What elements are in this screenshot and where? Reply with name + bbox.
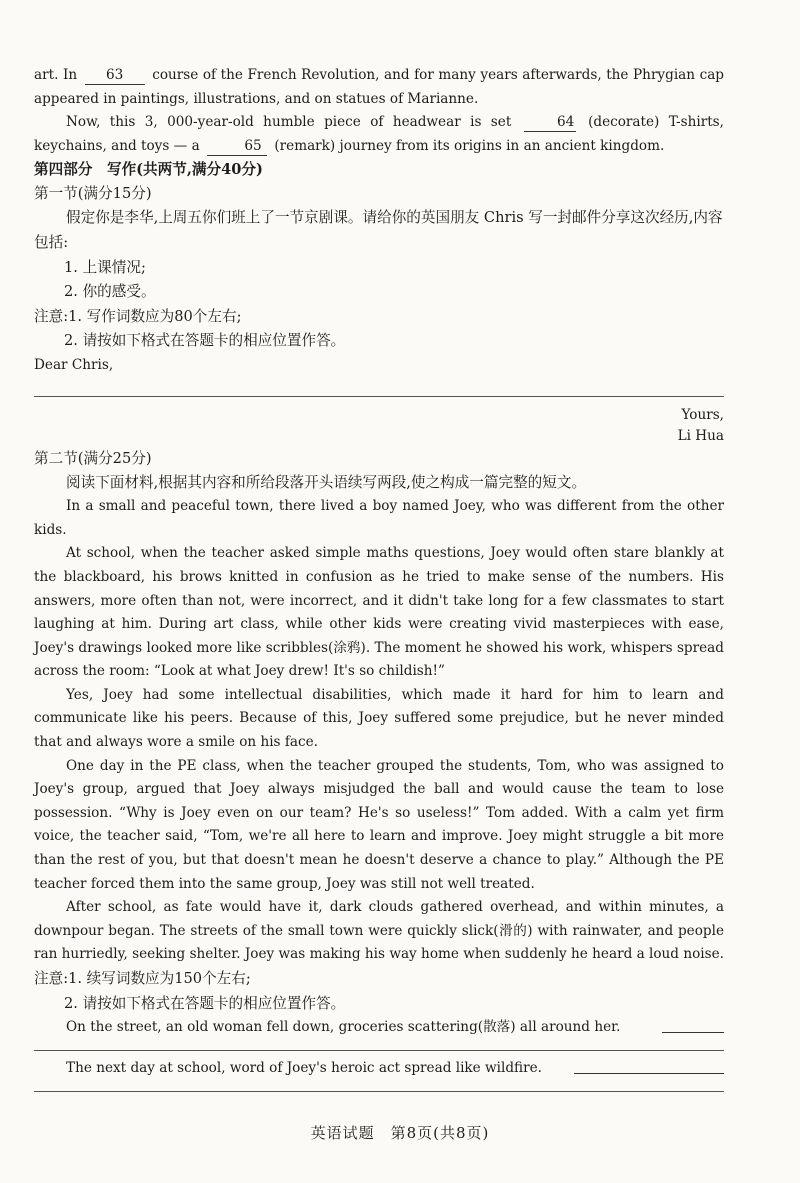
section-one-intro: 假定你是李华,上周五你们班上了一节京剧课。请给你的英国朋友 Chris 写一封邮件分享这次经历,内容包括:: [34, 209, 723, 251]
continuation-prompt-1: [34, 1016, 724, 1038]
continuation-prompt-2: [34, 1057, 724, 1079]
text-run: (decorate) T-shirts, keychains, and toys — a: [34, 114, 724, 154]
text-run: Now, this 3, 000-year-old humble piece of headwear is set: [66, 114, 512, 131]
blank-65[interactable]: 65: [207, 138, 267, 156]
note-word-count: 注意:1. 写作词数应为80个左右;: [34, 307, 242, 325]
passage-paragraph: [34, 64, 724, 111]
salutation: Dear Chris,: [34, 356, 114, 373]
prompt-text: The next day at school, word of Joey's heroic act spread like wildfire.: [66, 1060, 542, 1077]
text-run: art. In: [34, 67, 78, 83]
story-paragraph: At school, when the teacher asked simple maths questions, Joey would often stare blankly at the blackboard, his brows knitted in confusion as he tried to make sense of the numbers. His answers, more often than not, were incorrect, and it didn't take long for a few classmates to start laughing at him. During art class, while other kids were creating vivid masterpieces with ease, Joey's drawings looked more like scribbles(涂鸦). The moment he showed his work, whispers spread across the room: “Look at what Joey drew! It's so childish!”: [34, 545, 724, 680]
content-item-2: 2. 你的感受。: [64, 283, 156, 301]
section-one-title: 第一节(满分15分): [34, 185, 152, 203]
text-run: (remark) journey from its origins in an ancient kingdom.: [274, 137, 665, 154]
note-format: 2. 请按如下格式在答题卡的相应位置作答。: [64, 332, 346, 350]
page-footer: 英语试题 第8页(共8页): [310, 1124, 490, 1142]
story-paragraph: One day in the PE class, when the teacher grouped the students, Tom, who was assigned to Joey's group, argued that Joey always misjudged the ball and would cause the team to lose possession. “Why is Joey even on our team? He's so useless!” Tom added. With a calm yet firm voice, the teacher said, “Tom, we're all here to learn and improve. Joey might struggle a bit more than the rest of you, but that doesn't mean he doesn't deserve a chance to play.” Although the PE teacher forced them into the same group, Joey was still not well treated.: [34, 757, 724, 892]
section-two-title: 第二节(满分25分): [34, 449, 152, 467]
answer-blank[interactable]: [662, 1032, 724, 1033]
blank-64[interactable]: 64: [524, 114, 576, 132]
section-two-instruction: 阅读下面材料,根据其内容和所给段落开头语续写两段,使之构成一篇完整的短文。: [66, 473, 587, 491]
prompt-text: On the street, an old woman fell down, groceries scattering(散落) all around her.: [66, 1019, 621, 1036]
blank-63[interactable]: 63: [85, 67, 145, 85]
note-continuation-count: 注意:1. 续写词数应为150个左右;: [34, 970, 251, 987]
signature: Li Hua: [677, 427, 724, 444]
note-continuation-format: 2. 请按如下格式在答题卡的相应位置作答。: [64, 994, 346, 1012]
answer-line[interactable]: [34, 1091, 724, 1092]
part-four-title: 第四部分 写作(共两节,满分40分): [34, 161, 263, 179]
story-paragraph: In a small and peaceful town, there lived a boy named Joey, who was different from the other kids.: [34, 498, 724, 538]
answer-blank[interactable]: [574, 1073, 724, 1074]
content-item-1: 1. 上课情况;: [64, 258, 146, 276]
text-run: course of the French Revolution, and for many years afterwards, the Phrygian cap appeared in paintings, illustrations, and on statues of Marianne.: [34, 67, 725, 107]
passage-paragraph: [34, 111, 724, 158]
closing: Yours,: [681, 406, 724, 423]
story-paragraph: Yes, Joey had some intellectual disabilities, which made it hard for him to learn and communicate like his peers. Because of this, Joey suffered some prejudice, but he never minded that and always wore a smile on his face.: [34, 686, 724, 751]
story-paragraph: After school, as fate would have it, dark clouds gathered overhead, and within minutes, a downpour began. The streets of the small town were quickly slick(滑的) with rainwater, and people ran hurriedly, seeking shelter. Joey was making his way home when suddenly he heard a loud noise.: [34, 899, 724, 963]
page-content: [34, 64, 724, 1092]
